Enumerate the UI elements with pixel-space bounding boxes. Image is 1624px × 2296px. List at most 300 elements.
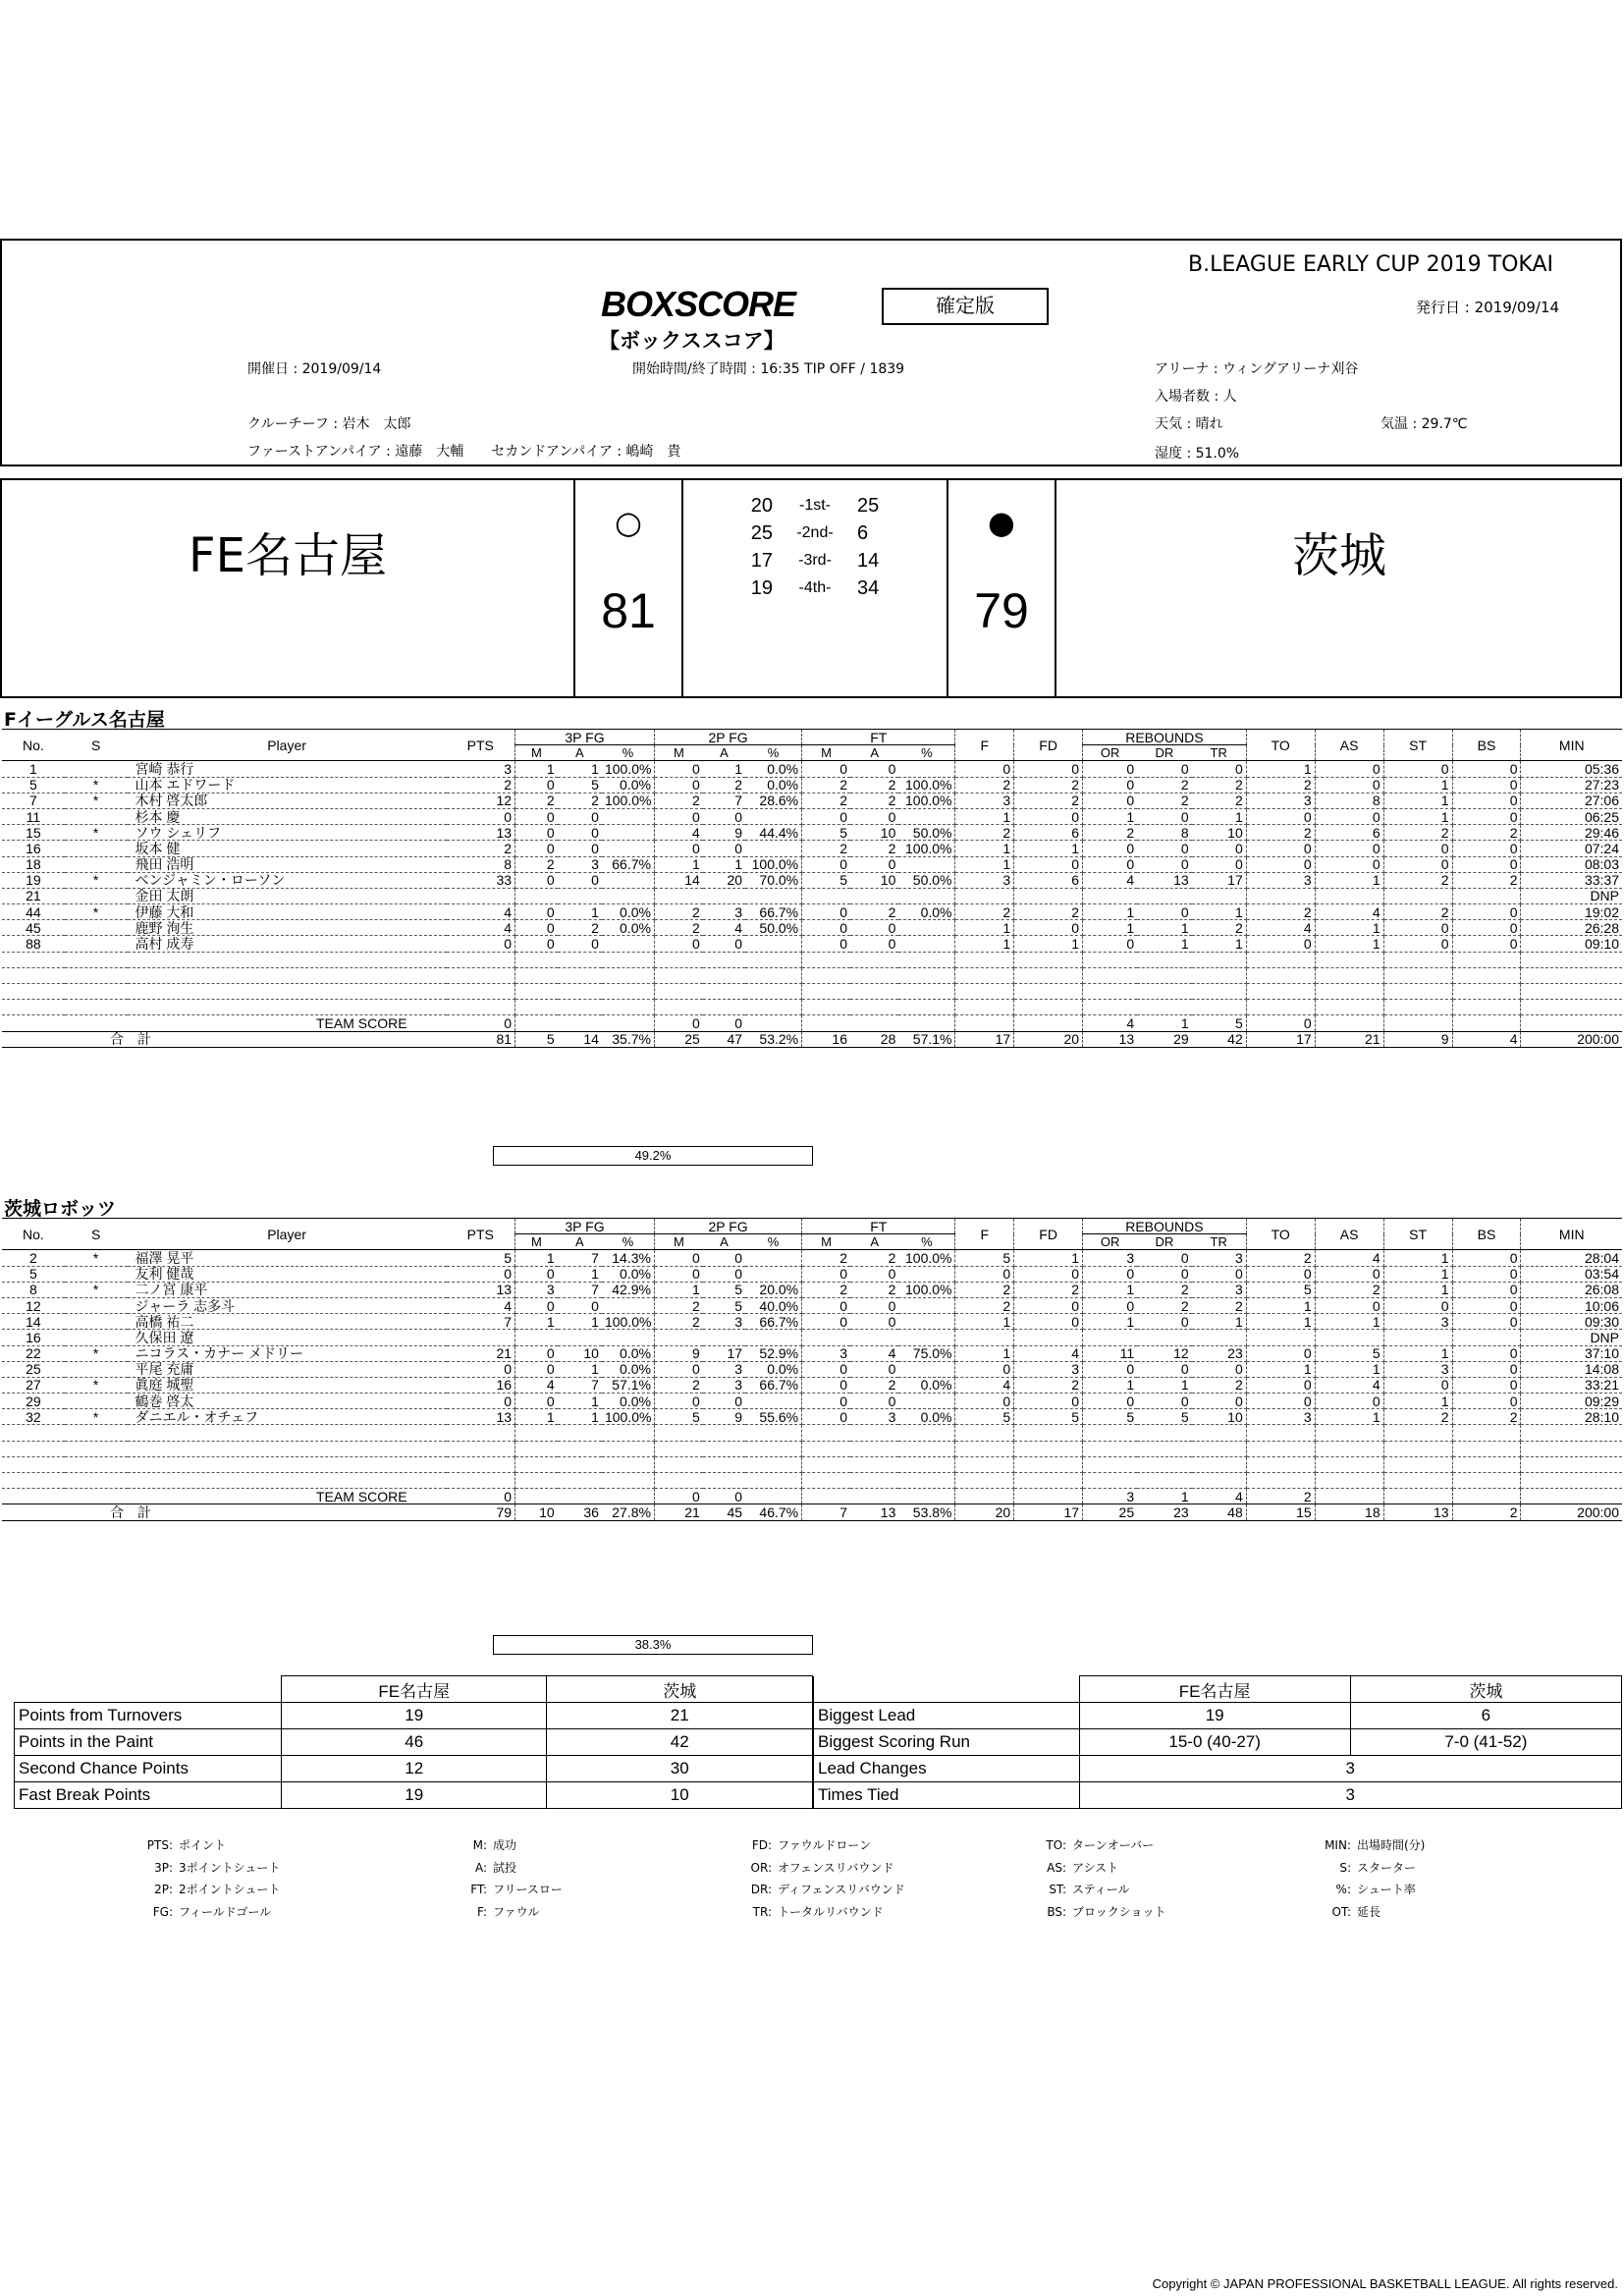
stat-cell: 2 (1192, 777, 1247, 793)
stat-cell: 42.9% (602, 1282, 654, 1297)
stat-cell: 1 (955, 1345, 1014, 1361)
empty-cell (1137, 1441, 1192, 1456)
stat-cell: 10 (850, 825, 898, 841)
stat-cell: 3 (802, 1345, 850, 1361)
empty-cell (1315, 952, 1383, 967)
stat-cell: 27:23 (1521, 777, 1622, 793)
stat-cell: 14 (654, 872, 702, 888)
total-cell: 200:00 (1521, 1031, 1622, 1047)
stat-cell: 1 (654, 1282, 702, 1297)
total-cell: 17 (1014, 1504, 1083, 1520)
empty-cell (1083, 1425, 1138, 1441)
team-score-cell (602, 1015, 654, 1031)
empty-cell (1246, 1425, 1315, 1441)
player-row (2, 1394, 1622, 1409)
legend-key: OR: (750, 1860, 772, 1875)
empty-cell (1014, 967, 1083, 983)
col-header-fd: FD (1014, 730, 1083, 761)
starter-flag (65, 1361, 128, 1377)
legend-item (1021, 1857, 1166, 1880)
summary-label: Points in the Paint (15, 1729, 282, 1756)
legend-key: AS: (1047, 1860, 1066, 1875)
summary-home-value: 12 (282, 1756, 547, 1782)
empty-cell (1383, 984, 1452, 1000)
empty-cell (1014, 1425, 1083, 1441)
starter-flag: * (65, 904, 128, 920)
legend-desc: フィールドゴール (179, 1904, 272, 1919)
team-score-cell: 0 (703, 1489, 745, 1504)
col-subheader-a: A (558, 745, 602, 761)
total-cell: 200:00 (1521, 1504, 1622, 1520)
stat-cell (515, 1330, 558, 1345)
legend-item (727, 1901, 905, 1924)
temperature: 気温 : 29.7℃ (1380, 416, 1468, 432)
player-name: 木村 啓太郎 (128, 793, 447, 808)
empty-cell (745, 1000, 802, 1015)
legend-desc: 出場時間(分) (1357, 1838, 1426, 1852)
empty-cell (955, 1425, 1014, 1441)
stat-cell: 14:08 (1521, 1361, 1622, 1377)
player-name: 山本 エドワード (128, 777, 447, 793)
empty-cell (1383, 1425, 1452, 1441)
col-header-s: S (65, 1219, 128, 1250)
empty-cell (850, 1000, 898, 1015)
empty-cell (602, 984, 654, 1000)
total-cell: 10 (515, 1504, 558, 1520)
stat-cell: 0 (558, 936, 602, 952)
empty-cell (802, 984, 850, 1000)
stat-cell: 2 (1192, 920, 1247, 936)
legend-desc: ファウル (493, 1904, 540, 1919)
player-row (2, 1345, 1622, 1361)
stat-cell (1083, 1330, 1138, 1345)
empty-cell (447, 1456, 515, 1472)
summary-away-value: 7-0 (41-52) (1350, 1729, 1621, 1756)
quarter-row (683, 547, 947, 574)
legend-desc: 3ポイントシュート (179, 1860, 281, 1875)
stat-cell: 1 (515, 1409, 558, 1425)
stat-cell: 2 (1137, 777, 1192, 793)
team-score-label: TEAM SCORE (2, 1015, 447, 1031)
empty-cell (1521, 1456, 1622, 1472)
empty-cell (558, 1456, 602, 1472)
stat-cell (898, 856, 955, 872)
stat-cell: 1 (515, 1250, 558, 1266)
stat-cell: 0 (1014, 1394, 1083, 1409)
empty-cell (703, 984, 745, 1000)
stat-cell: 1 (515, 761, 558, 777)
stat-cell: 0 (802, 1361, 850, 1377)
stat-cell: 10 (558, 1345, 602, 1361)
stat-cell: 0 (1315, 808, 1383, 824)
stat-cell: 5 (447, 1250, 515, 1266)
stat-cell: 0 (515, 841, 558, 856)
empty-cell (2, 1441, 65, 1456)
stat-cell: 100.0% (898, 1250, 955, 1266)
stat-cell: 0 (802, 1409, 850, 1425)
stat-cell: 1 (703, 856, 745, 872)
stat-cell (558, 888, 602, 903)
legend-item (442, 1901, 563, 1924)
stat-cell: 0 (1383, 856, 1452, 872)
stat-cell (1315, 888, 1383, 903)
stat-cell: 0 (802, 1377, 850, 1393)
empty-cell (515, 967, 558, 983)
player-row (2, 1282, 1622, 1297)
player-row (2, 1377, 1622, 1393)
stat-cell: 0.0% (602, 904, 654, 920)
stat-cell: 0 (955, 1266, 1014, 1282)
stat-cell: 44.4% (745, 825, 802, 841)
team-score-cell (602, 1489, 654, 1504)
stat-cell: 0 (1083, 793, 1138, 808)
stat-cell: 28.6% (745, 793, 802, 808)
empty-cell (1452, 1441, 1521, 1456)
summary-home-value: 46 (282, 1729, 547, 1756)
stat-cell: 2 (802, 1250, 850, 1266)
empty-cell (128, 1425, 447, 1441)
empty-cell (558, 1425, 602, 1441)
stat-cell: 0 (802, 1314, 850, 1330)
stat-cell (745, 1330, 802, 1345)
stat-cell (898, 1314, 955, 1330)
stat-cell: 0 (515, 1394, 558, 1409)
starter-flag: * (65, 825, 128, 841)
stat-cell: 9 (703, 1409, 745, 1425)
empty-cell (1083, 1473, 1138, 1489)
player-number: 8 (2, 1282, 65, 1297)
stat-cell: 2 (1246, 1250, 1315, 1266)
stat-cell: 5 (654, 1409, 702, 1425)
away-score-cell (948, 480, 1056, 696)
stat-cell: 0 (1137, 1361, 1192, 1377)
player-name: ベンジャミン・ローソン (128, 872, 447, 888)
col-header-fg3: 3P FG (515, 1219, 655, 1234)
empty-cell (447, 984, 515, 1000)
stat-cell: 9 (654, 1345, 702, 1361)
stat-cell: 19:02 (1521, 904, 1622, 920)
empty-cell (745, 1456, 802, 1472)
col-subheader-a: A (703, 1234, 745, 1250)
stat-cell: 0 (1083, 841, 1138, 856)
starter-flag: * (65, 1250, 128, 1266)
stat-cell: 57.1% (602, 1377, 654, 1393)
empty-cell (1521, 1473, 1622, 1489)
player-name: 鹿野 洵生 (128, 920, 447, 936)
empty-cell (802, 967, 850, 983)
stat-cell: 5 (703, 1282, 745, 1297)
stat-cell: 0 (850, 808, 898, 824)
legend-item (128, 1834, 280, 1857)
total-cell: 23 (1137, 1504, 1192, 1520)
empty-cell (602, 1456, 654, 1472)
player-row (2, 1250, 1622, 1266)
stat-cell: 1 (1192, 936, 1247, 952)
empty-cell (1315, 1000, 1383, 1015)
empty-cell (128, 1456, 447, 1472)
stat-cell: 2 (1014, 1282, 1083, 1297)
empty-cell (1383, 952, 1452, 967)
stat-cell: 0 (1014, 761, 1083, 777)
empty-cell (654, 952, 702, 967)
empty-cell (1137, 967, 1192, 983)
stat-cell: 27:06 (1521, 793, 1622, 808)
player-row (2, 841, 1622, 856)
empty-cell (1521, 1425, 1622, 1441)
legend-key: F: (476, 1904, 487, 1919)
legend-desc: オフェンスリバウンド (778, 1860, 894, 1875)
player-name: ソウ シェリフ (128, 825, 447, 841)
stat-cell: 28:04 (1521, 1250, 1622, 1266)
empty-cell (654, 1425, 702, 1441)
player-number: 25 (2, 1361, 65, 1377)
stat-cell: 2 (1383, 1409, 1452, 1425)
empty-cell (1137, 984, 1192, 1000)
stat-cell: 20.0% (745, 1282, 802, 1297)
player-row (2, 904, 1622, 920)
stat-cell: 0 (447, 1266, 515, 1282)
legend-key: FT: (470, 1883, 487, 1896)
stat-cell: 1 (1315, 1361, 1383, 1377)
empty-cell (128, 1441, 447, 1456)
stat-cell: 4 (1315, 1250, 1383, 1266)
stat-cell (654, 888, 702, 903)
summary-label: Points from Turnovers (15, 1703, 282, 1729)
player-row (2, 793, 1622, 808)
player-number: 15 (2, 825, 65, 841)
legend-column (727, 1834, 905, 1923)
legend-key: 3P: (154, 1860, 173, 1875)
legend-item (727, 1857, 905, 1880)
stat-cell: 2 (1315, 1282, 1383, 1297)
empty-cell (602, 1473, 654, 1489)
stat-cell: DNP (1521, 1330, 1622, 1345)
legend-item (1021, 1879, 1166, 1901)
total-cell: 17 (955, 1031, 1014, 1047)
stat-cell: 0 (1246, 1377, 1315, 1393)
empty-cell (1083, 1441, 1138, 1456)
home-final-score: 81 (601, 583, 656, 638)
empty-cell (654, 1000, 702, 1015)
summary-away-value: 42 (547, 1729, 813, 1756)
team-score-cell (515, 1489, 558, 1504)
empty-cell (1246, 1000, 1315, 1015)
player-row (2, 888, 1622, 903)
stat-cell: 1 (1083, 1377, 1138, 1393)
summary-row (15, 1756, 813, 1782)
summary-label: Lead Changes (814, 1756, 1080, 1782)
stat-cell: 4 (850, 1345, 898, 1361)
player-row (2, 1266, 1622, 1282)
total-cell: 16 (802, 1031, 850, 1047)
stat-cell: 0.0% (602, 1266, 654, 1282)
stat-cell (447, 888, 515, 903)
player-name: 二ノ宮 康平 (128, 1282, 447, 1297)
stat-cell: 4 (1014, 1345, 1083, 1361)
stat-cell: 4 (1083, 872, 1138, 888)
stat-cell: 03:54 (1521, 1266, 1622, 1282)
empty-cell (1014, 1441, 1083, 1456)
stat-cell: 66.7% (745, 1377, 802, 1393)
legend-item (128, 1901, 280, 1924)
stat-cell: 09:30 (1521, 1314, 1622, 1330)
quarter-row (683, 519, 947, 547)
legend-item (1021, 1834, 1166, 1857)
stat-cell: 3 (1383, 1314, 1452, 1330)
empty-cell (602, 1000, 654, 1015)
starter-flag (65, 856, 128, 872)
stat-cell: 52.9% (745, 1345, 802, 1361)
total-cell: 2 (1452, 1504, 1521, 1520)
total-row (2, 1504, 1622, 1520)
empty-row (2, 1456, 1622, 1472)
stat-cell: 1 (703, 761, 745, 777)
stat-cell: 1 (1315, 920, 1383, 936)
stat-cell (1452, 888, 1521, 903)
stat-cell: 2 (654, 1297, 702, 1313)
col-subheader-or: OR (1083, 1234, 1138, 1250)
stat-cell: 1 (1137, 920, 1192, 936)
stat-cell: 13 (447, 1409, 515, 1425)
col-header-to: TO (1246, 730, 1315, 761)
quarter-away-score: 6 (857, 522, 869, 544)
stat-cell (703, 1330, 745, 1345)
legend-key: S: (1339, 1860, 1351, 1875)
total-cell: 25 (1083, 1504, 1138, 1520)
empty-row (2, 1441, 1622, 1456)
col-header-no: No. (2, 1219, 65, 1250)
stat-cell: 0.0% (602, 920, 654, 936)
summary-away-value: 30 (547, 1756, 813, 1782)
stat-cell: 0 (1014, 920, 1083, 936)
legend-key: BS: (1047, 1904, 1066, 1919)
empty-cell (1246, 967, 1315, 983)
player-number: 29 (2, 1394, 65, 1409)
legend-desc: 成功 (493, 1838, 517, 1852)
empty-cell (128, 984, 447, 1000)
stat-cell: 0 (558, 841, 602, 856)
stat-cell (745, 936, 802, 952)
empty-cell (1246, 1441, 1315, 1456)
stat-cell (1383, 1330, 1452, 1345)
empty-cell (1521, 1000, 1622, 1015)
stat-cell: 10:06 (1521, 1297, 1622, 1313)
stat-cell: 0 (703, 1394, 745, 1409)
stat-cell (898, 1297, 955, 1313)
summary-table-left (14, 1675, 813, 1809)
stat-cell: 1 (955, 808, 1014, 824)
summary-table-right (813, 1675, 1622, 1809)
empty-cell (1083, 1456, 1138, 1472)
stat-cell: 0 (802, 920, 850, 936)
empty-cell (1137, 1000, 1192, 1015)
stat-cell: 70.0% (745, 872, 802, 888)
player-name: 福澤 晃平 (128, 1250, 447, 1266)
col-header-bs: BS (1452, 730, 1521, 761)
stat-cell: 3 (1014, 1361, 1083, 1377)
stat-cell: 75.0% (898, 1345, 955, 1361)
col-subheader-dr: DR (1137, 1234, 1192, 1250)
stat-cell: 2 (1383, 825, 1452, 841)
stat-cell: 0 (1452, 777, 1521, 793)
empty-cell (1083, 1000, 1138, 1015)
stat-cell: 4 (955, 1377, 1014, 1393)
player-number: 45 (2, 920, 65, 936)
team-score-cell (1315, 1015, 1383, 1031)
player-row (2, 1409, 1622, 1425)
stat-cell: 2 (447, 841, 515, 856)
legend-desc: ポイント (179, 1838, 227, 1852)
team-score-cell (898, 1489, 955, 1504)
empty-cell (850, 1425, 898, 1441)
quarter-home-score: 17 (750, 550, 773, 572)
stat-cell: 0 (1083, 1394, 1138, 1409)
stat-cell: 1 (1246, 1297, 1315, 1313)
total-cell: 53.2% (745, 1031, 802, 1047)
team-score-cell: 0 (703, 1015, 745, 1031)
empty-cell (802, 952, 850, 967)
empty-cell (515, 1441, 558, 1456)
stat-cell: 1 (955, 856, 1014, 872)
total-cell: 45 (703, 1504, 745, 1520)
stat-cell: 13 (447, 1282, 515, 1297)
player-name: 鶴巻 啓太 (128, 1394, 447, 1409)
empty-cell (1383, 1473, 1452, 1489)
stat-cell: 0 (703, 1250, 745, 1266)
total-cell: 21 (1315, 1031, 1383, 1047)
legend-item (442, 1857, 563, 1880)
stat-cell: 0 (1452, 920, 1521, 936)
stat-cell: 3 (703, 1377, 745, 1393)
summary-label: Times Tied (814, 1782, 1080, 1809)
starter-flag: * (65, 872, 128, 888)
player-row (2, 1297, 1622, 1313)
stat-cell: 2 (1137, 1282, 1192, 1297)
player-number: 14 (2, 1314, 65, 1330)
quarter-row (683, 492, 947, 519)
empty-cell (2, 1456, 65, 1472)
stat-cell: 1 (1383, 1250, 1452, 1266)
total-label: 合 計 (2, 1504, 447, 1520)
player-row (2, 872, 1622, 888)
stat-cell: 13 (1137, 872, 1192, 888)
stat-cell: 0.0% (602, 1394, 654, 1409)
empty-cell (1521, 1441, 1622, 1456)
stat-cell: 0 (850, 1314, 898, 1330)
empty-cell (1315, 1456, 1383, 1472)
summary-row (15, 1729, 813, 1756)
team-score-cell: 0 (447, 1015, 515, 1031)
summary-label: Fast Break Points (15, 1782, 282, 1809)
total-row (2, 1031, 1622, 1047)
stat-cell: 0 (515, 936, 558, 952)
empty-cell (1315, 1473, 1383, 1489)
stat-cell: 0 (1014, 1297, 1083, 1313)
col-header-min: MIN (1521, 1219, 1622, 1250)
starter-flag (65, 888, 128, 903)
stat-cell (898, 1330, 955, 1345)
summary-label: Biggest Scoring Run (814, 1729, 1080, 1756)
stat-cell: 5 (802, 872, 850, 888)
stat-cell: 2 (1452, 872, 1521, 888)
empty-cell (447, 1000, 515, 1015)
stat-cell (1315, 1330, 1383, 1345)
empty-cell (447, 1473, 515, 1489)
stat-cell: 1 (1083, 920, 1138, 936)
stat-cell: 1 (1137, 936, 1192, 952)
team-score-cell: 0 (1246, 1015, 1315, 1031)
stat-cell: 4 (447, 1297, 515, 1313)
